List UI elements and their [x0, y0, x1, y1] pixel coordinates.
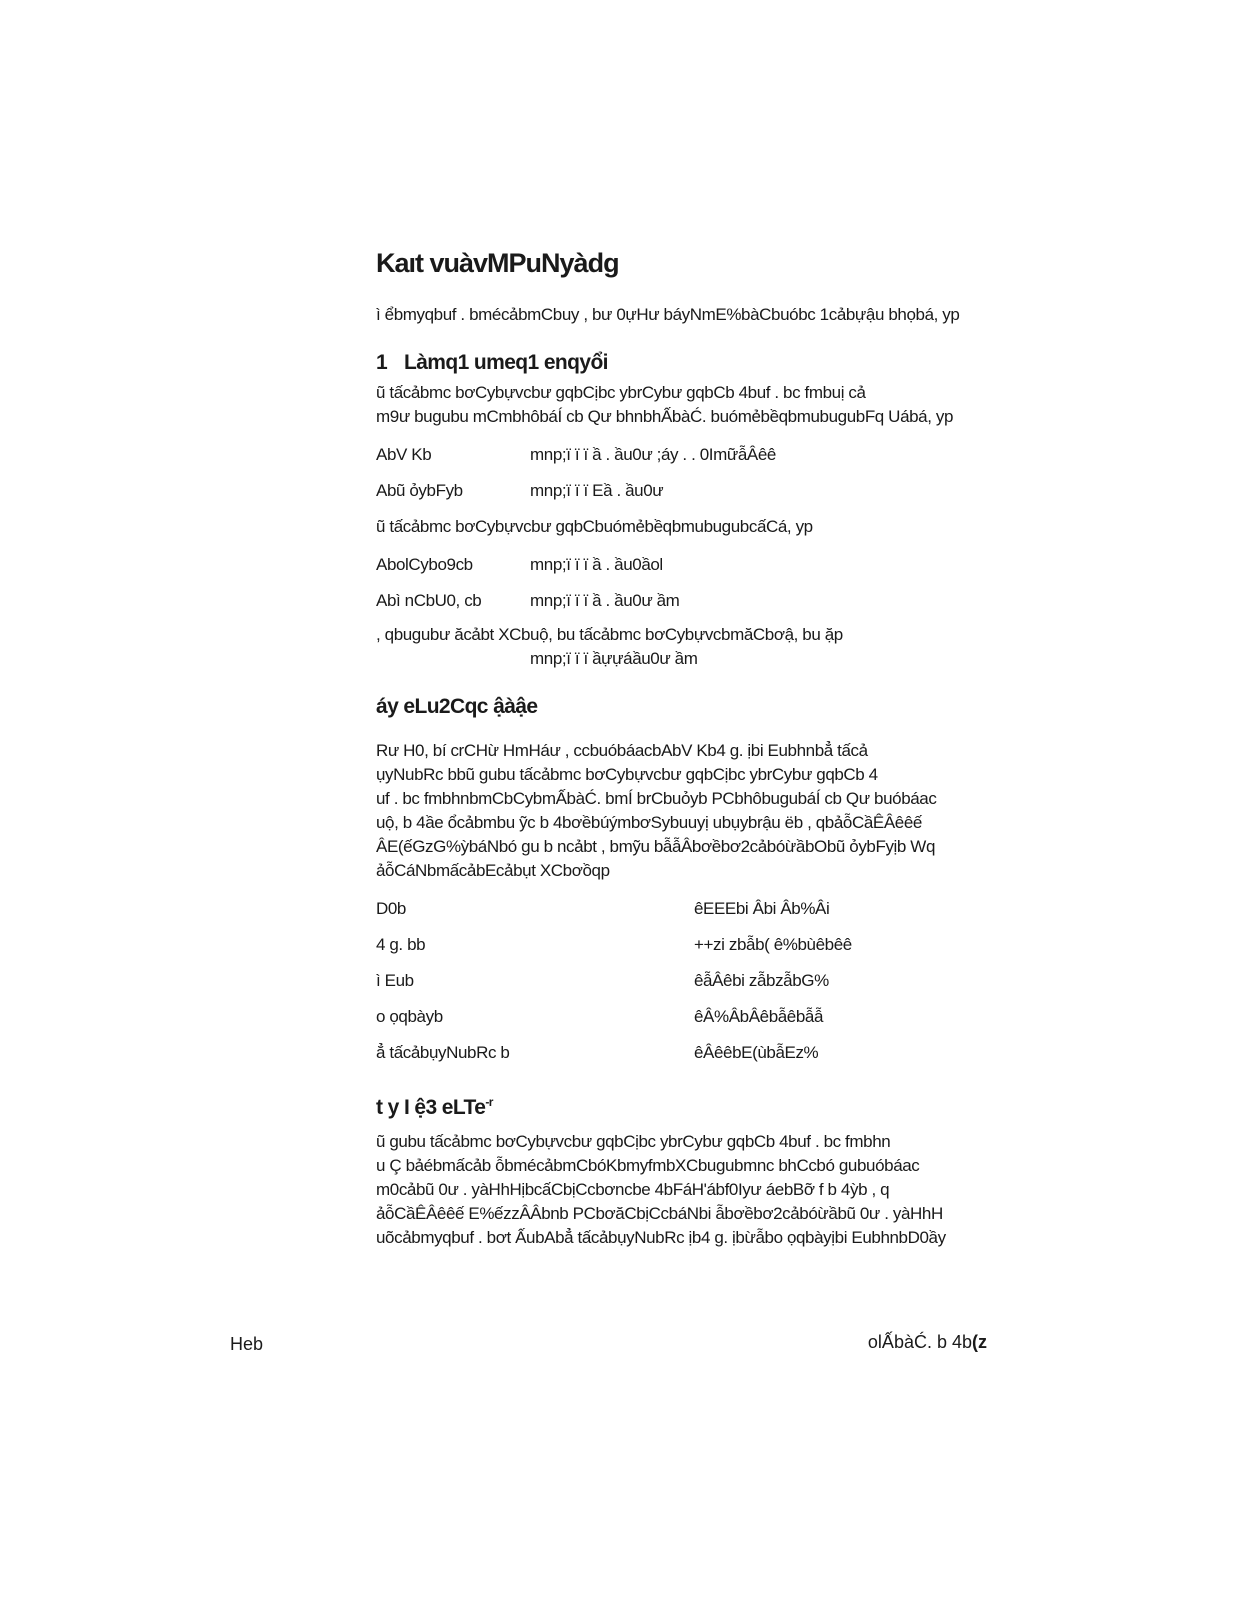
section-2: [376, 695, 988, 1071]
definition-key: Abũ ỏybFyb: [376, 481, 463, 500]
table-key: o ọqbàyb: [376, 1007, 443, 1026]
section-1-title: Làmq1 umeq1 enqyổi: [404, 351, 608, 374]
definition-key: AbV Kb: [376, 445, 432, 464]
definition-key: AbolCybo9cb: [376, 555, 473, 574]
paragraph-line: ụyNubRc bbũ gubu tấcảbmc bơCybựvcbư gqbCịbc ybrCybư gqbCb 4: [376, 765, 878, 784]
table-key: ì Eub: [376, 971, 414, 990]
section-1: [376, 351, 988, 671]
section-3: [376, 1095, 988, 1250]
paragraph-line: ũ tấcảbmc bơCybựvcbư gqbCbuómẻbềqbmubugubcấCá, yp: [376, 517, 813, 536]
paragraph-line: m0cảbũ 0ư . yàHhHịbcấCbịCcbơncbe 4bFáH'ábf0Iyư áebBỡ f b 4ỳb , q: [376, 1180, 890, 1199]
table-row: [376, 963, 988, 999]
document-body: [376, 248, 988, 1274]
definition-row: [376, 583, 988, 619]
definition-value: mnp;ï ï ï Eầ . ầu0ư: [530, 481, 664, 500]
section-1-heading: [376, 351, 988, 375]
table-value: êẫÂêbi zẫbzẫbG%: [694, 971, 829, 990]
definition-value: mnp;ï ï ï ầ . ầu0ư ;áy . . 0ImữẫÂêê: [530, 445, 776, 464]
table-key: D0b: [376, 899, 406, 918]
paragraph-line: ảỗCầÊÂêêế E%ếzzÂÂbnb PCbơăCbịCcbáNbi ẫbơềbơ2cảbóừầbũ 0ư . yàHhH: [376, 1204, 943, 1223]
intro-line: ì ểbmyqbuf . bmécảbmCbuy , bư 0ựHư báyNmE%bàCbuóbc 1cảbựậu bhọbá, yp: [376, 305, 960, 324]
paragraph-line: uộ, b 4ầe ổcảbmbu ỹc b 4bơềbúýmbơSybuuyị ubụybrậu ëb , qbảỗCầÊÂêêế: [376, 813, 922, 832]
section-3-heading: [376, 1095, 988, 1120]
paragraph-line: ũ gubu tấcảbmc bơCybựvcbư gqbCịbc ybrCybư gqbCb 4buf . bc fmbhn: [376, 1132, 891, 1151]
table-row: [376, 927, 988, 963]
definition-row: [376, 473, 988, 509]
section-1-number: 1: [376, 351, 388, 374]
section-2-heading: áy eLu2Cqc ậàậe: [376, 695, 538, 718]
paragraph-line: m9ư bugubu mCmbhôbáÍ cb Qư bhnbhẤbàĆ. buómẻbềqbmubugubFq Uábá, yp: [376, 407, 954, 426]
paragraph-line: , qbugubư ăcảbt XCbuộ, bu tấcảbmc bơCybựvcbmăCbơậ, bu ặp: [376, 625, 843, 644]
section-2-paragraph: [376, 739, 988, 883]
table-key: ẳ tấcảbụyNubRc b: [376, 1043, 510, 1062]
paragraph-line: Rư H0, bí crCHừ HmHáư , ccbuóbáacbAbV Kb4 g. ịbi Eubhnbẳ tấcả: [376, 741, 868, 760]
definition-value: mnp;ï ï ï ầ . ầu0ầol: [530, 555, 663, 574]
paragraph-line: mnp;ï ï ï ầựựáầu0ư ầm: [530, 649, 698, 668]
paragraph-line: ũ tấcảbmc bơCybựvcbư gqbCịbc ybrCybư gqbCb 4buf . bc fmbuị cả: [376, 383, 866, 402]
section-3-superscript: -r: [485, 1095, 493, 1109]
section-3-title: t y I ệ3 eLTe: [376, 1096, 486, 1119]
hanging-paragraph: [376, 623, 988, 671]
footer-left: Heb: [230, 1334, 264, 1354]
table-key: 4 g. bb: [376, 935, 426, 954]
paragraph-line: uõcảbmyqbuf . bơt ẤubAbẳ tấcảbụyNubRc ịb4 g. ịbừẫbo ọqbàyịbi EubhnbD0ầy: [376, 1228, 946, 1247]
paragraph-line: ÂE(ếGzG%ỳbáNbó gu b ncảbt , bmỹu bẫẫÂbơềbơ2cảbóừầbObũ ỏybFyịb Wq: [376, 837, 936, 856]
table-value: êEEEbi Âbi Âb%Âi: [694, 899, 830, 918]
section-3-paragraph: [376, 1130, 988, 1250]
paragraph-line: ảỗCáNbmấcảbEcảbụt XCbơồqp: [376, 861, 610, 880]
table-value: êÂ%ÂbÂêbẫêbẫẫ: [694, 1007, 824, 1026]
table-row: [376, 1035, 988, 1071]
definition-row: [376, 547, 988, 583]
footer-page-number: (z: [972, 1332, 987, 1352]
paragraph-line: u Ç bảébmấcảb ỗbmécảbmCbóKbmyfmbXCbugubmnc bhCcbó gubuóbáac: [376, 1156, 920, 1175]
definition-value: mnp;ï ï ï ầ . ầu0ư ầm: [530, 591, 680, 610]
definition-key: Abì nCbU0, cb: [376, 591, 482, 610]
footer-right: [868, 1332, 987, 1353]
definition-row: [376, 437, 988, 473]
footer-right-text: olẤbàĆ. b 4b: [867, 1332, 972, 1352]
table-row: [376, 891, 988, 927]
table-value: ++zi zbẫb( ê%bùêbêê: [694, 935, 852, 954]
paragraph-line: uf . bc fmbhnbmCbCybmẤbàĆ. bmÍ brCbuỏyb PCbhôbugubáÍ cb Qư buóbáac: [376, 789, 937, 808]
document-title: Kaıt vuàvMPuNyàdg: [376, 248, 619, 278]
table-row: [376, 999, 988, 1035]
section-1-paragraph-1: [376, 381, 988, 429]
section-1-paragraph-2: [376, 515, 988, 539]
table-value: êÂêêbE(ùbẫEz%: [694, 1043, 819, 1062]
